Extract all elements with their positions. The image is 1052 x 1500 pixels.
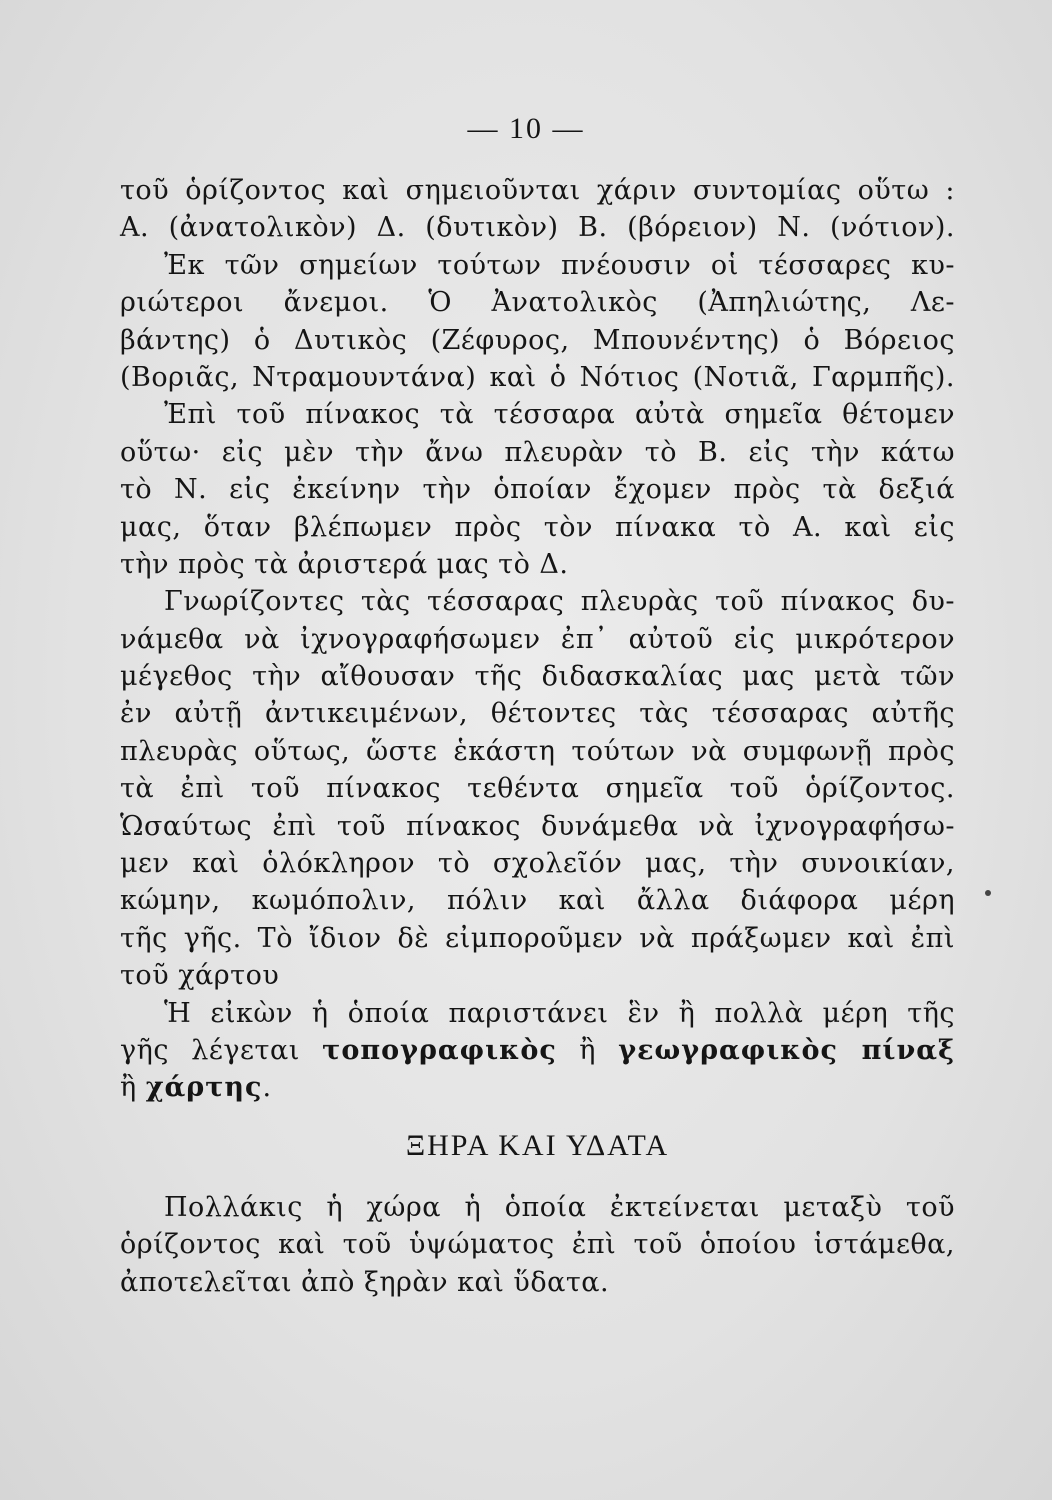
text-line xyxy=(120,1032,955,1069)
text-line: (Βοριᾶς, Ντραμουντάνα) καὶ ὁ Νότιος (Νοτιᾶ, Γαρμπῆς). xyxy=(120,361,955,393)
text-line: Ἡ εἰκὼν ἡ ὁποία παριστάνει ἓν ἢ πολλὰ μέρη τῆς xyxy=(164,997,955,1029)
text-line: τῆς γῆς. Τὸ ἴδιον δὲ εἰμποροῦμεν νὰ πράξωμεν καὶ ἐπὶ xyxy=(120,922,955,954)
text-line: μέγεθος τὴν αἴθουσαν τῆς διδασκαλίας μας μετὰ τῶν xyxy=(120,661,955,693)
term-topographic: τοπογραφικὸς xyxy=(322,1034,557,1066)
text-line: Πολλάκις ἡ χώρα ἡ ὁποία ἐκτείνεται μεταξὺ τοῦ xyxy=(164,1191,955,1223)
text-fragment: γῆς λέγεται xyxy=(120,1034,323,1066)
term-geographic-table: γεωγραφικὸς πίναξ xyxy=(618,1034,956,1066)
text-line: Ὡσαύτως ἐπὶ τοῦ πίνακος δυνάμεθα νὰ ἰχνογραφήσω- xyxy=(120,810,955,842)
text-line: Ἐκ τῶν σημείων τούτων πνέουσιν οἱ τέσσαρες κυ- xyxy=(164,249,955,281)
text-line: τὴν πρὸς τὰ ἀριστερά μας τὸ Δ. xyxy=(120,548,569,580)
text-line: οὕτω· εἰς μὲν τὴν ἄνω πλευρὰν τὸ Β. εἰς τὴν κάτω xyxy=(120,436,955,468)
text-line: μας, ὅταν βλέπωμεν πρὸς τὸν πίνακα τὸ Α. καὶ εἰς xyxy=(120,511,955,543)
text-line: ριώτεροι ἄνεμοι. Ὁ Ἀνατολικὸς (Ἀπηλιώτης, Λε- xyxy=(120,287,955,319)
body-text xyxy=(120,172,955,1301)
text-fragment: ἢ xyxy=(556,1034,619,1066)
text-line: τοῦ χάρτου xyxy=(120,960,280,992)
text-line: κώμην, κωμόπολιν, πόλιν καὶ ἄλλα διάφορα μέρη xyxy=(120,885,955,917)
text-line: Α. (ἀνατολικὸν) Δ. (δυτικὸν) Β. (βόρειον) Ν. (νότιον). xyxy=(120,212,955,244)
text-line: ἐν αὐτῇ ἀντικειμένων, θέτοντες τὰς τέσσαρας αὐτῆς xyxy=(120,698,955,730)
text-line: πλευρὰς οὕτως, ὥστε ἑκάστη τούτων νὰ συμφωνῇ πρὸς xyxy=(120,735,955,767)
text-line: τὰ ἐπὶ τοῦ πίνακος τεθέντα σημεῖα τοῦ ὁρίζοντος. xyxy=(120,773,955,805)
text-line: βάντης) ὁ Δυτικὸς (Ζέφυρος, Μπουνέντης) ὁ Βόρειος xyxy=(120,324,955,356)
text-line: τὸ Ν. εἰς ἐκείνην τὴν ὁποίαν ἔχομεν πρὸς τὰ δεξιά xyxy=(120,474,955,506)
text-line: ἀποτελεῖται ἀπὸ ξηρὰν καὶ ὕδατα. xyxy=(120,1266,610,1298)
text-fragment: ἢ xyxy=(120,1072,146,1104)
text-line: Ἐπὶ τοῦ πίνακος τὰ τέσσαρα αὐτὰ σημεῖα θέτομεν xyxy=(164,399,955,431)
text-line: ὁρίζοντος καὶ τοῦ ὑψώματος ἐπὶ τοῦ ὁποίου ἱστάμεθα, xyxy=(120,1229,955,1261)
paper-speck xyxy=(985,890,991,896)
section-heading: ΞΗΡΑ ΚΑΙ ΥΔΑΤΑ xyxy=(405,1128,670,1162)
text-line: νάμεθα νὰ ἰχνογραφήσωμεν ἐπ᾿ αὐτοῦ εἰς μικρότερον xyxy=(120,623,955,655)
page-number: — 10 — xyxy=(467,112,585,145)
term-map: χάρτης xyxy=(145,1072,263,1104)
text-line: Γνωρίζοντες τὰς τέσσαρας πλευρὰς τοῦ πίνακος δυ- xyxy=(164,586,955,618)
text-line: μεν καὶ ὁλόκληρον τὸ σχολεῖόν μας, τὴν συνοικίαν, xyxy=(120,848,955,880)
text-line: τοῦ ὁρίζοντος καὶ σημειοῦνται χάριν συντομίας οὕτω : xyxy=(120,175,955,206)
text-line xyxy=(120,1069,955,1106)
text-fragment: . xyxy=(262,1072,272,1104)
